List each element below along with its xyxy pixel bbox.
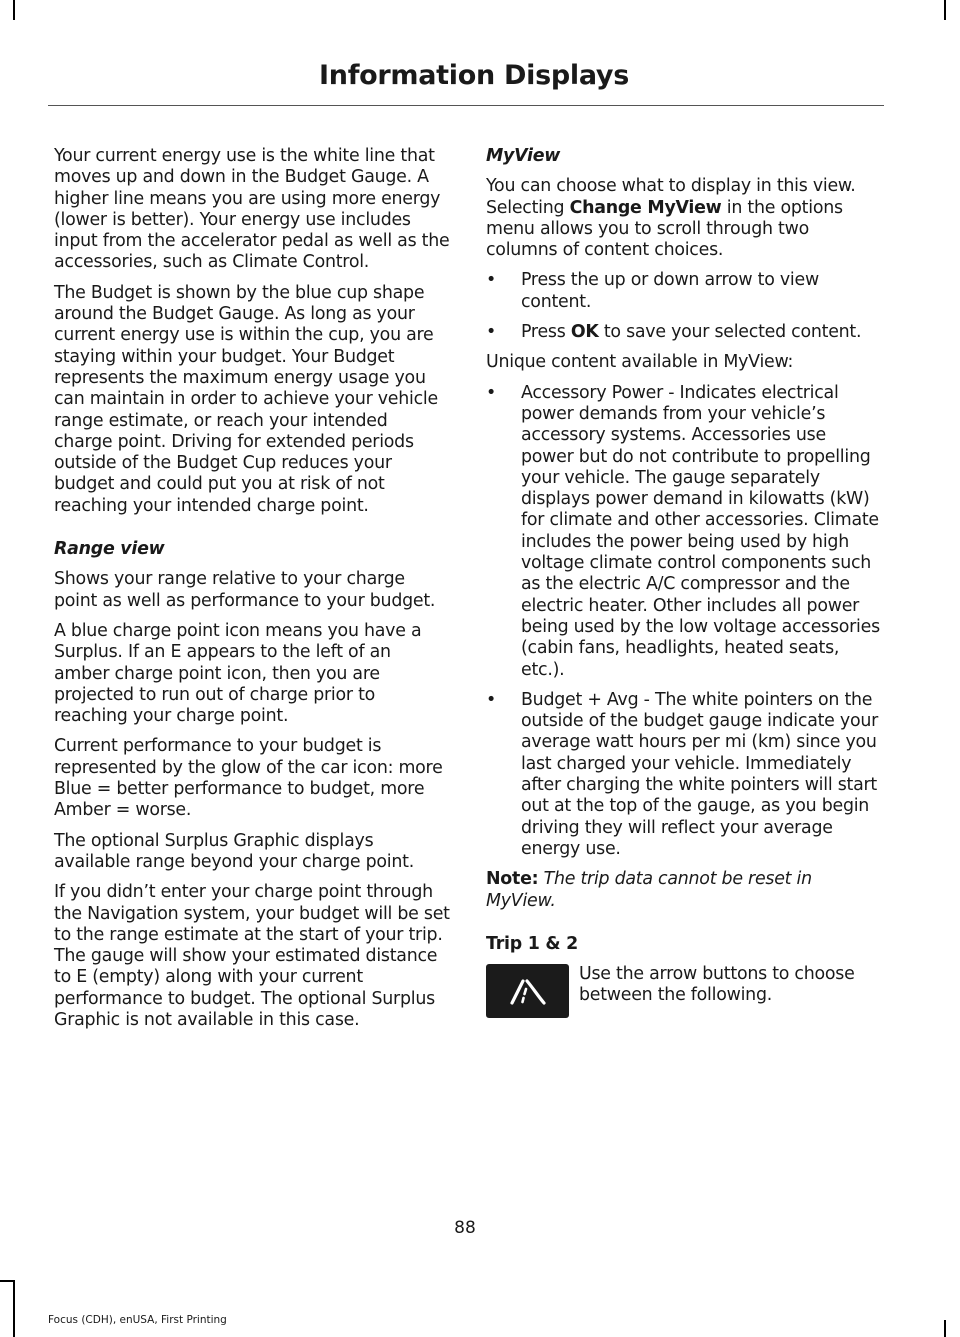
change-myview-term: Change MyView — [569, 197, 722, 218]
range-view-heading: Range view — [54, 539, 165, 560]
crop-mark-bottom-right — [944, 1320, 946, 1337]
bullet-icon: • — [486, 382, 497, 403]
page-title: Information Displays — [319, 60, 629, 91]
page-number: 88 — [454, 1218, 476, 1238]
myview-heading: MyView — [486, 146, 561, 166]
paragraph: Unique content available in MyView: — [486, 352, 794, 373]
trip-heading: Trip 1 & 2 — [486, 933, 578, 954]
paragraph: The Budget is shown by the blue cup shape around the Budget Gauge. As long as your current energy use is within the cup, you are staying within your budget. Your Budget represents the maximum energy usage you can maintain in order to achieve your vehicle range estimate, or reach your intended charge point. Driving for extended periods outside of the Budget Cup reduces your budget and could put you at risk of not reaching your intended charge point. — [54, 282, 438, 516]
header-divider — [48, 105, 884, 106]
list-item-text: Press — [521, 322, 571, 343]
paragraph: Shows your range relative to your charge point as well as performance to your budget. — [54, 569, 436, 611]
bullet-list — [486, 383, 882, 861]
crop-mark-bottom-left — [13, 1280, 15, 1337]
paragraph: A blue charge point icon means you have a Surplus. If an E appears to the left of an amber charge point icon, then you are projected to run out of charge prior to reaching your charge point. — [54, 620, 422, 727]
text-span: You can choose what to display in this view. Selecting — [486, 176, 856, 218]
list-item — [486, 690, 882, 860]
paragraph: If you didn’t enter your charge point through the Navigation system, your budget will be set to the range estimate at the start of your trip. The gauge will show your estimated distance to E (empty) along with your current performance to budget. The optional Surplus Graphic is not available in this case. — [54, 882, 450, 1030]
trip-text: Use the arrow buttons to choose between the following. — [579, 964, 855, 1006]
text-span: in the options menu allows you to scroll through two columns of content choices. — [486, 197, 843, 261]
list-item-text: Press the up or down arrow to view content. — [521, 270, 819, 312]
list-item-text: to save your selected content. — [598, 322, 862, 343]
note-label: Note: — [486, 869, 539, 890]
paragraph — [486, 176, 882, 261]
bullet-list — [486, 270, 882, 343]
list-item — [486, 383, 882, 681]
list-item — [486, 322, 882, 343]
road-icon — [486, 964, 569, 1018]
right-column — [486, 146, 882, 1018]
crop-mark-top-right — [944, 0, 946, 20]
note — [486, 869, 882, 912]
bullet-icon: • — [486, 270, 497, 291]
list-item-text: Accessory Power - Indicates electrical power demands from your vehicle’s accessory systems. Accessories use power but do not contribute to propelling your vehicle. The gauge separately displays power demand in kilowatts (kW) for climate and other accessories. Climate includes the power being used by high voltage climate control components such as the electric A/C compressor and the electric heater. Other includes all power being used by the low voltage accessories (cabin fans, headlights, heated seats, etc.). — [521, 382, 880, 680]
list-item — [486, 270, 882, 313]
bullet-icon: • — [486, 322, 497, 343]
list-item-text: Budget + Avg - The white pointers on the outside of the budget gauge indicate your average watt hours per mi (km) since you last charged your vehicle. Immediately after charging the white pointers will start out at the top of the gauge, as you begin driving they will reflect your average energy use. — [521, 689, 879, 859]
bullet-icon: • — [486, 689, 497, 710]
paragraph: Current performance to your budget is represented by the glow of the car icon: more Blue = better performance to budget, more Amber = worse. — [54, 736, 443, 821]
trip-instruction — [486, 964, 882, 1018]
ok-term: OK — [570, 322, 599, 343]
paragraph: Your current energy use is the white line that moves up and down in the Budget Gauge. A higher line means you are using more energy (lower is better). Your energy use includes input from the accelerator pedal as well as the accessories, such as Climate Control. — [54, 146, 450, 273]
road-icon-graphic — [508, 976, 548, 1006]
paragraph: The optional Surplus Graphic displays available range beyond your charge point. — [54, 830, 414, 872]
left-column — [54, 146, 450, 1040]
footer-text: Focus (CDH), enUSA, First Printing — [48, 1314, 227, 1326]
crop-mark-top-left — [13, 0, 15, 20]
note-text: The trip data cannot be reset in MyView. — [486, 869, 812, 911]
crop-mark-bottom-left-h — [0, 1280, 15, 1282]
